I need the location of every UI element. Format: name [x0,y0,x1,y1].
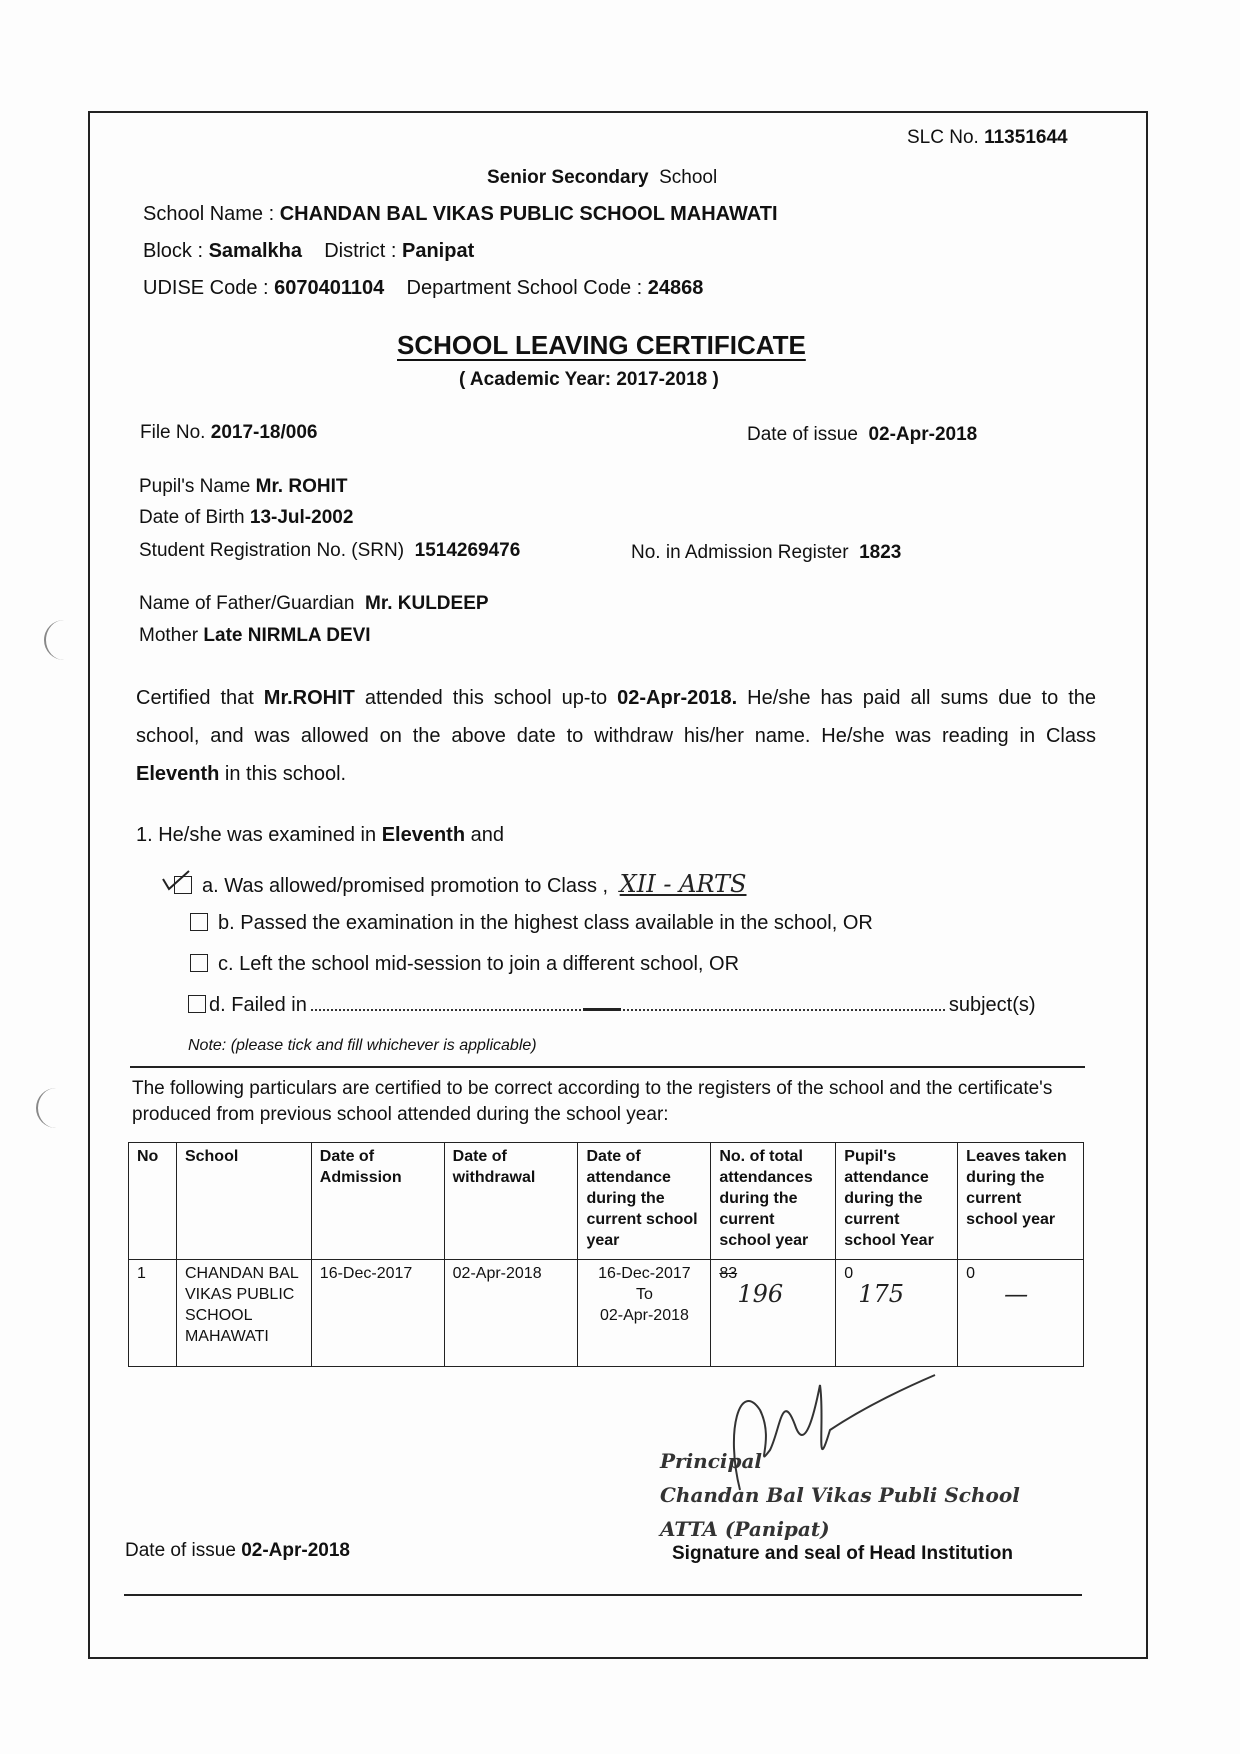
academic-year: ( Academic Year: 2017-2018 ) [459,369,719,390]
header-leaves: Leaves taken during the current school year [958,1143,1084,1260]
option-a: a. Was allowed/promised promotion to Class , XII - ARTS [174,870,747,898]
table-header-row [129,1143,1084,1260]
block-district-line: Block : Samalkha District : Panipat [143,240,475,262]
certificate-title: SCHOOL LEAVING CERTIFICATE [397,330,806,360]
header-total-attendances: No. of total attendances during the current school year [711,1143,836,1260]
option-b-checkbox[interactable] [190,913,208,931]
tick-mark-icon [161,869,191,893]
slc-number: SLC No. 11351644 [907,127,1068,148]
srn: Student Registration No. (SRN) 1514269476 [139,540,521,561]
admission-register-number: No. in Admission Register 1823 [631,542,902,563]
school-type: Senior Secondary School [487,167,718,188]
divider-top [130,1066,1085,1068]
udise-line: UDISE Code : 6070401104 Department School Code : 24868 [143,277,704,299]
option-c-checkbox[interactable] [190,954,208,972]
pupil-name: Pupil's Name Mr. ROHIT [139,476,348,497]
particulars-table [128,1142,1084,1367]
father-name: Name of Father/Guardian Mr. KULDEEP [139,593,489,614]
certification-statement: Certified that Mr.ROHIT attended this school up-to 02-Apr-2018. He/she has paid all sums due to the school, and was allowed on the above date to withdraw his/her name. He/she was reading in Class Eleventh in this school. [136,687,1097,785]
header-attendance-dates: Date of attendance during the current school year [578,1143,711,1260]
issue-date-bottom: Date of issue 02-Apr-2018 [125,1540,350,1561]
divider-bottom [124,1594,1082,1596]
cell-leaves: 0 — [958,1260,1084,1367]
cell-total-attendances: 83 196 [711,1260,836,1367]
cell-admission: 16-Dec-2017 [311,1260,444,1367]
issue-date-top: Date of issue 02-Apr-2018 [747,424,978,445]
header-admission: Date of Admission [311,1143,444,1260]
punch-hole-bottom [36,1088,64,1128]
dash-mark [583,1008,621,1011]
option-d: d. Failed in subject(s) [188,994,1036,1017]
date-of-birth: Date of Birth 13-Jul-2002 [139,507,354,528]
cell-no: 1 [129,1260,177,1367]
cell-withdrawal: 02-Apr-2018 [444,1260,578,1367]
signature-label: Signature and seal of Head Institution [672,1543,1013,1564]
punch-hole-top [44,620,72,660]
cell-attendance-dates: 16-Dec-2017 To 02-Apr-2018 [578,1260,711,1367]
table-row [129,1260,1084,1367]
principal-stamp: Principal Chandan Bal Vikas Publi School ATTA (Panipat) [660,1449,1020,1541]
header-no: No [129,1143,177,1260]
header-pupil-attendance: Pupil's attendance during the current school Year [836,1143,958,1260]
particulars-intro: The following particulars are certified to be correct according to the registers of the school and the certificate's produced from previous school attended during the school year: [132,1078,1053,1125]
note: Note: (please tick and fill whichever is applicable) [188,1037,537,1054]
header-school: School [176,1143,311,1260]
exam-line: 1. He/she was examined in Eleventh and [136,824,504,846]
cell-school: CHANDAN BAL VIKAS PUBLIC SCHOOL MAHAWATI [176,1260,311,1367]
header-withdrawal: Date of withdrawal [444,1143,578,1260]
option-b: b. Passed the examination in the highest class available in the school, OR [190,912,873,935]
failed-subjects-blank[interactable] [311,997,945,1011]
mother-name: Mother Late NIRMLA DEVI [139,625,371,646]
option-a-checkbox-ticked[interactable] [174,876,192,894]
promoted-class-handwritten: XII - ARTS [619,870,747,898]
school-name-line: School Name : CHANDAN BAL VIKAS PUBLIC SCHOOL MAHAWATI [143,203,778,225]
cell-pupil-attendance: 0 175 [836,1260,958,1367]
option-c: c. Left the school mid-session to join a different school, OR [190,953,739,976]
file-number: File No. 2017-18/006 [140,422,318,443]
option-d-checkbox[interactable] [188,995,206,1013]
